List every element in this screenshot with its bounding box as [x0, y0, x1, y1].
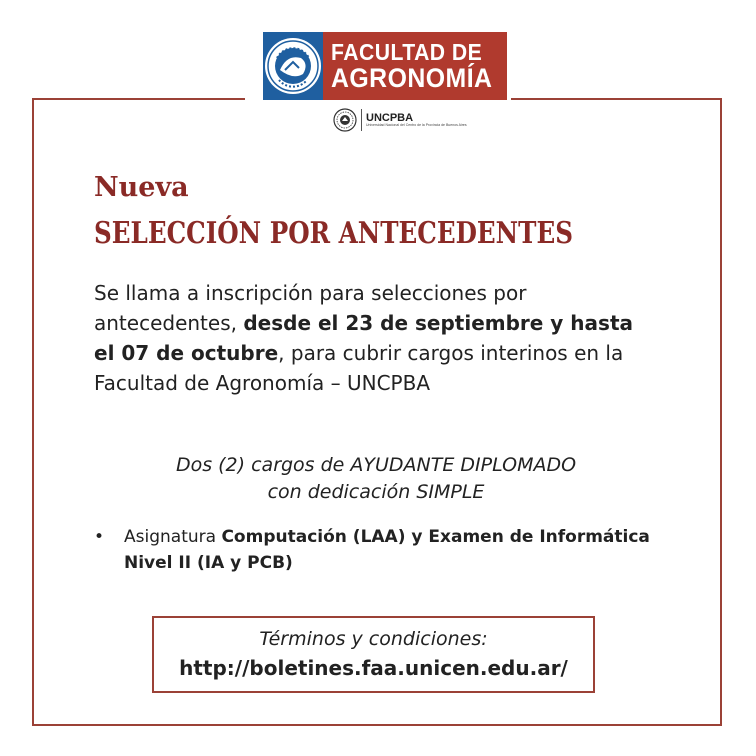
subject-label: Asignatura [124, 527, 222, 547]
intro-text-end: , para cubrir cargos interinos en la Facultad de Agronomía – UNCPBA [94, 341, 624, 395]
faculty-name-line1: FACULTAD DE [331, 38, 483, 65]
faculty-logo [263, 32, 492, 100]
terms-link[interactable]: http://boletines.faa.unicen.edu.ar/ [179, 656, 568, 680]
faculty-name [323, 32, 507, 100]
terms-label: Términos y condiciones: [259, 628, 488, 650]
university-name: UNCPBA [366, 111, 414, 124]
subject-list [94, 524, 654, 576]
terms-box [152, 616, 595, 693]
university-separator [361, 109, 362, 131]
intro-paragraph [94, 278, 654, 398]
faculty-name-line2: AGRONOMÍA [331, 62, 493, 93]
faculty-seal-icon [263, 32, 323, 100]
intro-dates: desde el 23 de septiembre y hasta el 07 de octubre [94, 311, 634, 365]
university-logo [333, 108, 467, 132]
page-title: SELECCIÓN POR ANTECEDENTES [94, 216, 573, 251]
position-line2: con dedicación SIMPLE [267, 481, 485, 503]
list-item [94, 524, 654, 576]
subject-value: Computación (LAA) y Examen de Informática Nivel II (IA y PCB) [124, 527, 650, 573]
university-subtitle: Universidad Nacional del Centro de la Provincia de Buenos Aires [366, 122, 467, 127]
heading-kicker: Nueva [94, 172, 189, 203]
university-seal-icon [333, 108, 357, 132]
position-line1: Dos (2) cargos de AYUDANTE DIPLOMADO [175, 454, 577, 476]
intro-text-start: Se llama a inscripción para selecciones por antecedentes, [94, 281, 527, 335]
bullet-marker: • [94, 527, 105, 547]
position-description [60, 452, 692, 506]
